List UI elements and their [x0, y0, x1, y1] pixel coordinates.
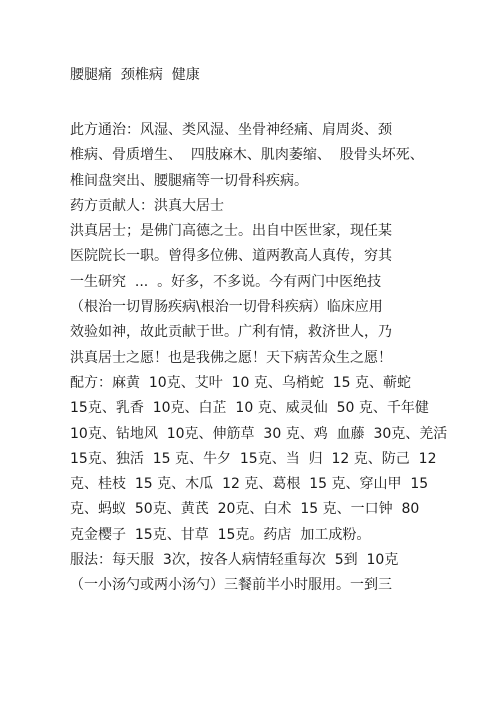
text-line: 此方通治：风湿、类风湿、坐骨神经痛、肩周炎、颈	[70, 122, 392, 138]
text-line: 15克、乳香 10克、白芷 10 克、威灵仙 50 克、千年健	[70, 400, 429, 417]
document-title: 腰腿痛 颈椎病 健康	[70, 67, 200, 83]
text-line: 一生研究 ... 。好多，不多说。今有两门中医绝技	[70, 273, 382, 290]
text-line: 医院院长一职。曾得多位佛、道两教高人真传，穷其	[70, 248, 392, 265]
text-line: 椎间盘突出、腰腿痛等一切骨科疾病。	[70, 172, 308, 189]
text-line: 15克、独活 15 克、牛夕 15克、当 归 12 克、防己 12	[70, 450, 437, 467]
text-line: 克、蚂蚁 50克、黄芪 20克、白术 15 克、一口钟 80	[70, 501, 420, 518]
text-line: 药方贡献人：洪真大居士	[70, 197, 224, 214]
text-line: 10克、钻地风 10克、伸筋草 30 克、鸡 血藤 30克、羌活	[70, 425, 448, 442]
text-line: 洪真居士；是佛门高德之士。出自中医世家，现任某	[70, 223, 392, 240]
document-body	[70, 118, 490, 599]
text-line: 洪真居士之愿！也是我佛之愿！天下病苦众生之愿！	[70, 349, 392, 366]
text-line: 服法：每天服 3次，按各人病情轻重每次 5到 10克	[70, 552, 399, 569]
text-line: 椎病、骨质增生、 四肢麻木、肌肉萎缩、 股骨头坏死、	[70, 147, 424, 164]
text-line: （一小汤勺或两小汤勺）三餐前半小时服用。一到三	[70, 577, 392, 594]
text-line: 配方：麻黄 10克、艾叶 10 克、乌梢蛇 15 克、蕲蛇	[70, 374, 412, 391]
text-line: 效验如神，故此贡献于世。广利有情，救济世人，乃	[70, 324, 392, 341]
text-line: 克金樱子 15克、甘草 15克。药店 加工成粉。	[70, 526, 371, 543]
text-line: （根治一切胃肠疾病\根治一切骨科疾病）临床应用	[70, 299, 383, 316]
text-line: 克、桂枝 15 克、木瓜 12 克、葛根 15 克、穿山甲 15	[70, 476, 429, 493]
